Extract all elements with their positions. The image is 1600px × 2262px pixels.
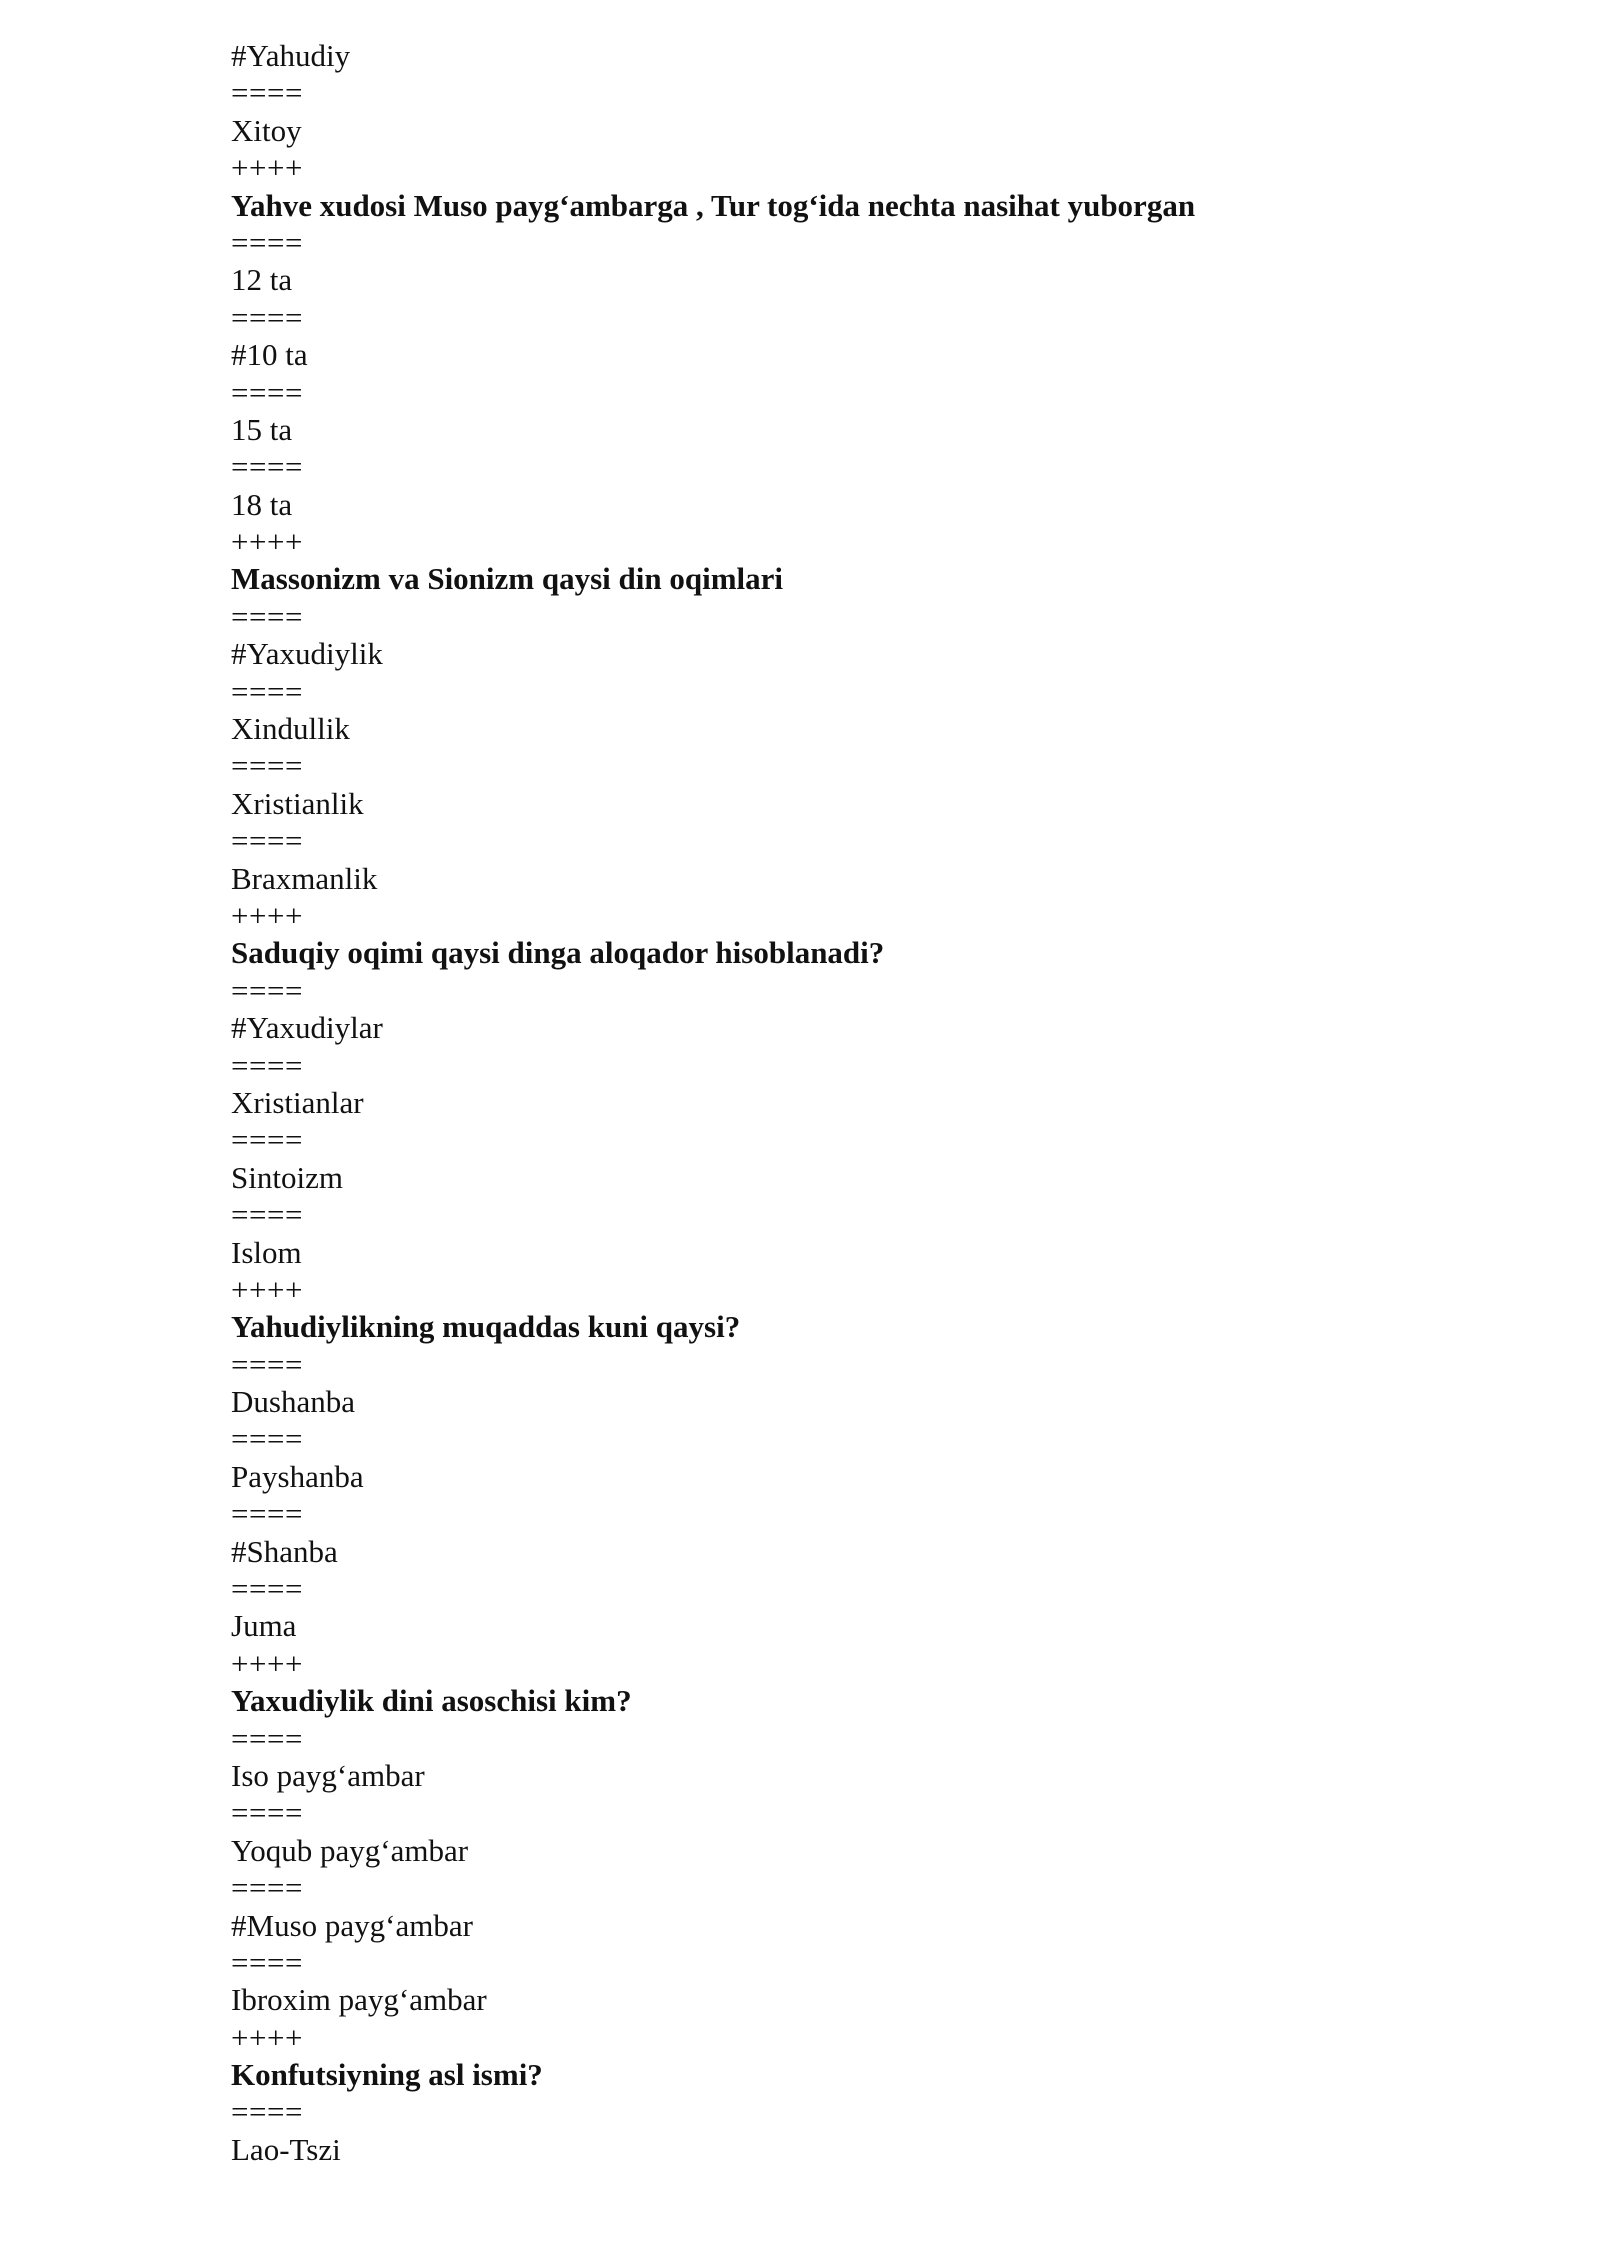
question-text: Yaxudiylik dini asoschisi kim? [231, 1683, 632, 1719]
answer-option: Yoqub payg‘ambar [231, 1832, 469, 1868]
answer-option: 15 ta [231, 411, 293, 447]
option-separator: ==== [231, 598, 303, 634]
question-text: Massonizm va Sionizm qaysi din oqimlari [231, 561, 784, 597]
answer-option: #Yaxudiylik [231, 636, 383, 672]
option-separator: ==== [231, 1122, 303, 1158]
option-separator: ==== [231, 823, 303, 859]
option-separator: ==== [231, 1795, 303, 1831]
answer-option: Payshanba [231, 1458, 364, 1494]
option-separator: ==== [231, 1496, 303, 1532]
option-separator: ==== [231, 1421, 303, 1457]
answer-option: Xristianlik [231, 785, 364, 821]
question-separator: ++++ [231, 897, 303, 933]
question-separator: ++++ [231, 1645, 303, 1681]
answer-option: Xristianlar [231, 1084, 364, 1120]
option-separator: ==== [231, 1197, 303, 1233]
question-separator: ++++ [231, 150, 303, 186]
option-separator: ==== [231, 75, 303, 111]
answer-option: #Yaxudiylar [231, 1010, 383, 1046]
option-separator: ==== [231, 449, 303, 485]
option-separator: ==== [231, 299, 303, 335]
option-separator: ==== [231, 972, 303, 1008]
option-separator: ==== [231, 1720, 303, 1756]
option-separator: ==== [231, 1571, 303, 1607]
option-separator: ==== [231, 673, 303, 709]
question-text: Yahudiylikning muqaddas kuni qaysi? [231, 1309, 741, 1345]
option-separator: ==== [231, 1346, 303, 1382]
answer-option: Islom [231, 1234, 302, 1270]
answer-option: Xitoy [231, 112, 302, 148]
answer-option: #10 ta [231, 337, 308, 373]
answer-option: Iso payg‘ambar [231, 1757, 425, 1793]
answer-option: Xindullik [231, 711, 350, 747]
answer-option: Braxmanlik [231, 860, 378, 896]
question-separator: ++++ [231, 2019, 303, 2055]
answer-option: Lao-Tszi [231, 2131, 341, 2167]
option-separator: ==== [231, 1944, 303, 1980]
option-separator: ==== [231, 2094, 303, 2130]
option-separator: ==== [231, 1870, 303, 1906]
answer-option: #Muso payg‘ambar [231, 1907, 473, 1943]
answer-option: Juma [231, 1608, 297, 1644]
document-content [231, 37, 1600, 2168]
option-separator: ==== [231, 1047, 303, 1083]
option-separator: ==== [231, 374, 303, 410]
answer-option: #Yahudiy [231, 38, 351, 73]
answer-option: Ibroxim payg‘ambar [231, 1982, 487, 2018]
answer-option: Sintoizm [231, 1159, 343, 1195]
answer-option: #Shanba [231, 1533, 338, 1569]
question-text: Konfutsiyning asl ismi? [231, 2057, 543, 2093]
answer-option: Dushanba [231, 1384, 355, 1420]
option-separator: ==== [231, 224, 303, 260]
answer-option: 12 ta [231, 262, 293, 298]
question-separator: ++++ [231, 524, 303, 560]
answer-option: 18 ta [231, 486, 293, 522]
question-separator: ++++ [231, 1271, 303, 1307]
question-text: Saduqiy oqimi qaysi dinga aloqador hisoblanadi? [231, 935, 885, 971]
option-separator: ==== [231, 748, 303, 784]
question-text: Yahve xudosi Muso payg‘ambarga , Tur tog‘ida nechta nasihat yuborgan [231, 187, 1196, 223]
